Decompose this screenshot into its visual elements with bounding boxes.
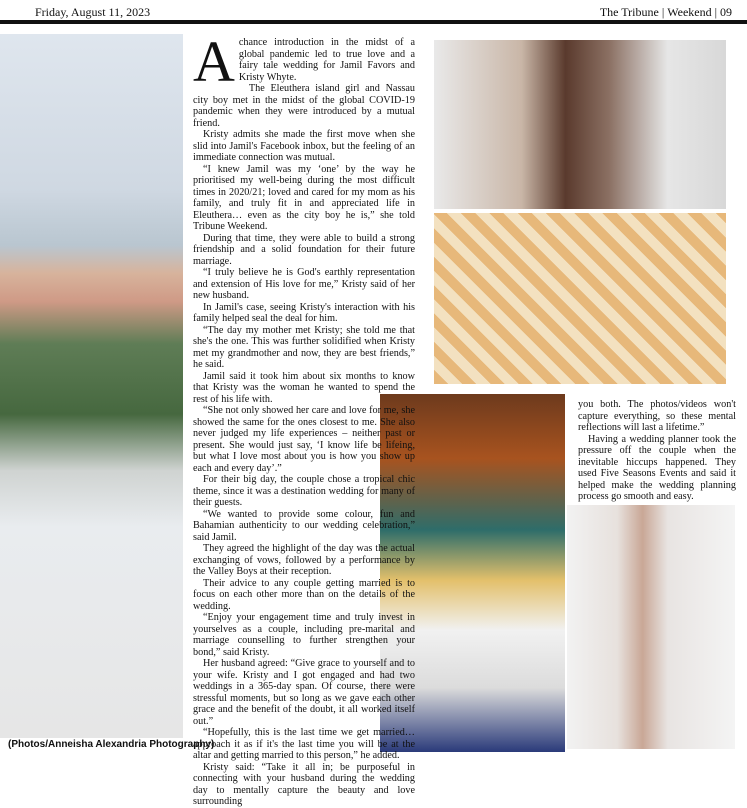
article-paragraph: Their advice to any couple getting married is to focus on each other more than on the details of the wedding. xyxy=(193,577,415,612)
article-paragraph: For their big day, the couple chose a tropical chic theme, since it was a destination wedding for many of their guests. xyxy=(193,474,415,508)
article-paragraph: Her husband agreed: “Give grace to yourself and to your wife. Kristy and I got engaged and had two weddings in a 365-day span. Of course, there were stressful moments, but so long as we gave each other grace and the benefit of the doubt, it all worked itself out.” xyxy=(193,658,415,727)
couple-resort-photo xyxy=(0,34,183,738)
article-paragraph: Kristy said: “Take it all in; be purposeful in connecting with your husband during the wedding day to mentally capture the beauty and love surrounding xyxy=(193,761,415,807)
publication-folio: The Tribune | Weekend | 09 xyxy=(599,5,732,19)
article-paragraph: chance introduction in the midst of a global pandemic led to true love and a fairy tale wedding for Jamil Favors and Kristy Whyte. xyxy=(238,37,415,83)
issue-date: Friday, August 11, 2023 xyxy=(35,5,151,19)
article-body xyxy=(193,29,415,807)
article-paragraph: “Enjoy your engagement time and truly invest in yourselves as a couple, including pre-marital and marriage counselling to further strengthen your bond,” said Kristy. xyxy=(193,612,415,658)
article-paragraph: Having a wedding planner took the pressure off the couple when the inevitable hiccups happened. They used Five Seasons Events and said it helped make the wedding planning process go smooth and easy. xyxy=(578,433,736,502)
article-paragraph: Kristy admits she made the first move when she slid into Jamil's Facebook inbox, but the feeling of an immediate connection was mutual. xyxy=(193,129,415,163)
couple-closeup-photo xyxy=(434,40,726,209)
article-paragraph: They agreed the highlight of the day was the actual exchanging of vows, followed by a performance by the Valley Boys at their reception. xyxy=(193,543,415,577)
section-name: Weekend xyxy=(667,5,712,19)
article-paragraph: “I knew Jamil was my ‘one’ by the way he prioritised my well-being during the most difficult times in 2020/21; loved and cared for my mom as his family, and truly fit in and appreciated life in Eleuthera… even as the city boy he is,” she told Tribune Weekend. xyxy=(193,163,415,232)
page-header xyxy=(0,0,747,22)
publication-name: The Tribune xyxy=(599,5,659,19)
article-paragraph: Jamil said it took him about six months to know that Kristy was the woman he wanted to spend the rest of his life with. xyxy=(193,370,415,405)
photo-credit: (Photos/Anneisha Alexandria Photography) xyxy=(8,739,215,750)
article-paragraph: “I truly believe he is God's earthly representation and extension of His love for me,” Kristy said of her new husband. xyxy=(193,267,415,301)
header-rule xyxy=(0,20,747,24)
article-paragraph: In Jamil's case, seeing Kristy's interaction with his family helped seal the deal for him. xyxy=(193,301,415,324)
article-continuation xyxy=(578,399,736,502)
article-paragraph: The Eleuthera island girl and Nassau city boy met in the midst of the global COVID-19 pandemic when they were introduced by a mutual friend. xyxy=(193,83,415,129)
article-paragraph: “The day my mother met Kristy; she told me that she's the one. This was further solidified when Kristy met my grandmother and now, they are best friends,” he said. xyxy=(193,324,415,370)
page-number: 09 xyxy=(720,5,732,19)
drop-cap: A xyxy=(193,29,235,94)
couple-portrait-photo xyxy=(567,505,735,749)
article-paragraph: During that time, they were able to build a strong friendship and a solid foundation for their future marriage. xyxy=(193,232,415,267)
steel-band-reception-photo xyxy=(434,213,726,384)
article-paragraph: “She not only showed her care and love for me, she showed the same for the ones closest to me. She also never judged my life experiences – neither past or present. She would just say, ‘I know life be lifeing, but what I love most about you is how you show up each and every day’.” xyxy=(193,405,415,474)
article-paragraph: you both. The photos/videos won't capture everything, so these mental reflections will last a lifetime.” xyxy=(578,399,736,433)
article-paragraph: “Hopefully, this is the last time we get married… approach it as if it's the last time you will be at the altar and getting married to this person,” he added. xyxy=(193,727,415,761)
article-paragraph: “We wanted to provide some colour, fun and Bahamian authenticity to our wedding celebration,” said Jamil. xyxy=(193,508,415,543)
